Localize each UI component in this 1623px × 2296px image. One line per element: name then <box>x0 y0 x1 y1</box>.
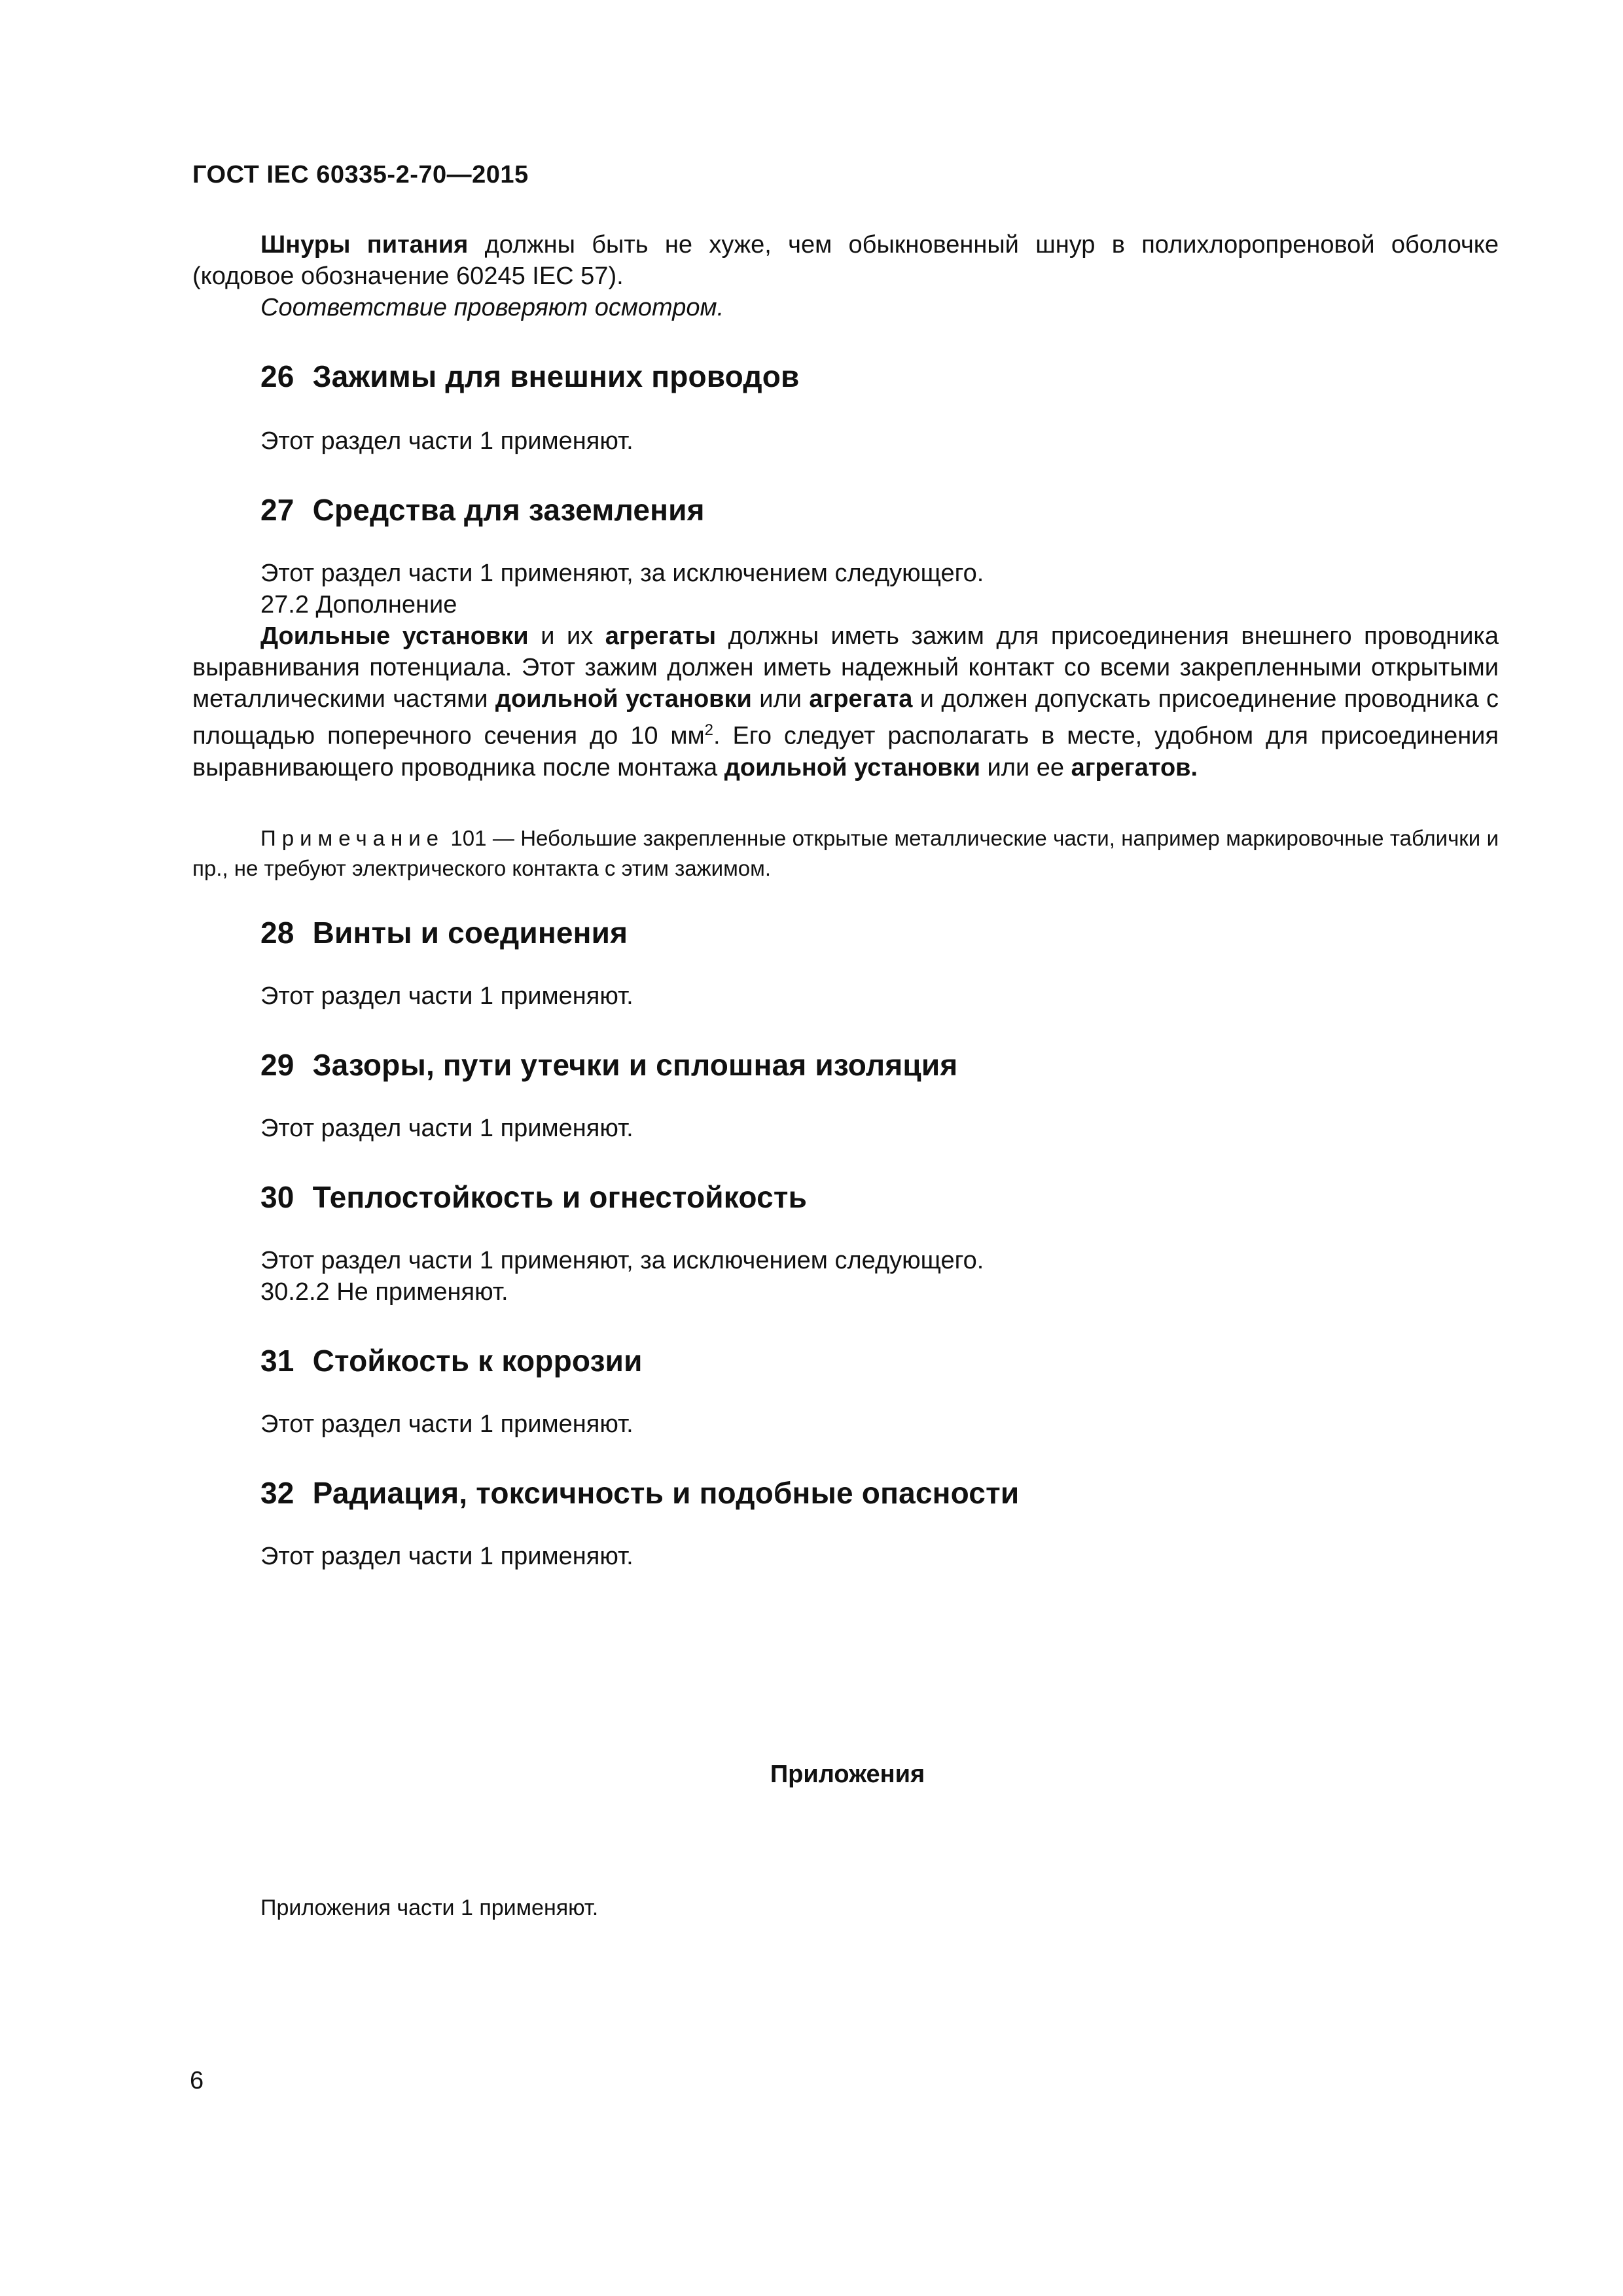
superscript: 2 <box>704 721 713 739</box>
intro-text: должны быть не хуже, чем обыкновенный шнур в полихлоропреновой оболочке (кодовое обозначение 60245 IEC 57). <box>192 231 1499 290</box>
text-run: . Его следует располагать в месте, удобном для присоединения выравнивающего проводника после монтажа <box>192 722 1499 781</box>
section-number: 28 <box>260 916 294 950</box>
term-milking-installation: доильной установки <box>724 753 980 781</box>
annexes-text: Приложения части 1 применяют. <box>260 1895 599 1920</box>
section-heading-26 <box>260 359 800 394</box>
section-number: 26 <box>260 359 294 393</box>
intro-paragraph <box>192 229 1499 292</box>
text-run: или ее <box>980 753 1071 781</box>
section-body-31: Этот раздел части 1 применяют. <box>260 1410 633 1438</box>
section-number: 29 <box>260 1048 294 1082</box>
text-run: или <box>751 685 810 713</box>
note-101 <box>192 823 1499 884</box>
page-number: 6 <box>190 2067 204 2094</box>
section-title: Стойкость к коррозии <box>312 1344 643 1378</box>
section-body-30: Этот раздел части 1 применяют, за исключением следующего. <box>260 1247 984 1274</box>
section-title: Теплостойкость и огнестойкость <box>312 1180 808 1214</box>
section-number: 31 <box>260 1344 294 1378</box>
section-heading-32 <box>260 1475 1019 1511</box>
section-heading-30 <box>260 1179 807 1215</box>
section-title: Радиация, токсичность и подобные опасности <box>312 1476 1020 1510</box>
term-units: агрегатов. <box>1071 753 1198 781</box>
section-body-28: Этот раздел части 1 применяют. <box>260 982 633 1010</box>
section-body-26: Этот раздел части 1 применяют. <box>260 427 633 455</box>
term-units: агрегаты <box>605 622 717 650</box>
standard-code-header: ГОСТ IEC 60335-2-70—2015 <box>192 161 529 188</box>
section-heading-28 <box>260 915 628 950</box>
note-label: Примечание <box>260 826 445 850</box>
section-body-27: Этот раздел части 1 применяют, за исключением следующего. <box>260 560 984 587</box>
section-number: 32 <box>260 1476 294 1510</box>
intro-term: Шнуры питания <box>260 231 469 259</box>
note-text: 101 — Небольшие закрепленные открытые металлические части, например маркировочные таблички и пр., не требуют электрического контакта с этим зажимом. <box>192 826 1499 880</box>
section-body-32: Этот раздел части 1 применяют. <box>260 1543 633 1570</box>
intro-compliance: Соответствие проверяют осмотром. <box>260 294 724 321</box>
text-run: должны иметь зажим для присоединения внешнего проводника выравнивания потенциала. Этот зажим должен иметь надежный контакт со всеми закрепленными открытыми металлическими частями <box>192 622 1499 713</box>
clause-27-2-label: 27.2 Дополнение <box>260 591 457 619</box>
section-number: 27 <box>260 493 294 527</box>
clause-30-2-2: 30.2.2 Не применяют. <box>260 1278 508 1306</box>
section-number: 30 <box>260 1180 294 1214</box>
section-body-29: Этот раздел части 1 применяют. <box>260 1115 633 1142</box>
text-run: и должен допускать присоединение проводника с площадью поперечного сечения до 10 мм <box>192 685 1499 750</box>
section-title: Винты и соединения <box>312 916 628 950</box>
term-milking-installations: Доильные установки <box>260 622 529 650</box>
section-heading-27 <box>260 492 705 528</box>
text-run: и их <box>528 622 605 650</box>
section-heading-29 <box>260 1047 957 1083</box>
section-heading-31 <box>260 1343 643 1378</box>
section-title: Зажимы для внешних проводов <box>312 359 800 393</box>
term-unit: агрегата <box>809 685 913 713</box>
section-title: Зазоры, пути утечки и сплошная изоляция <box>312 1048 958 1082</box>
section-title: Средства для заземления <box>312 493 705 527</box>
annexes-title: Приложения <box>770 1761 925 1788</box>
clause-27-2-paragraph <box>192 620 1499 783</box>
term-milking-installation: доильной установки <box>495 685 752 713</box>
